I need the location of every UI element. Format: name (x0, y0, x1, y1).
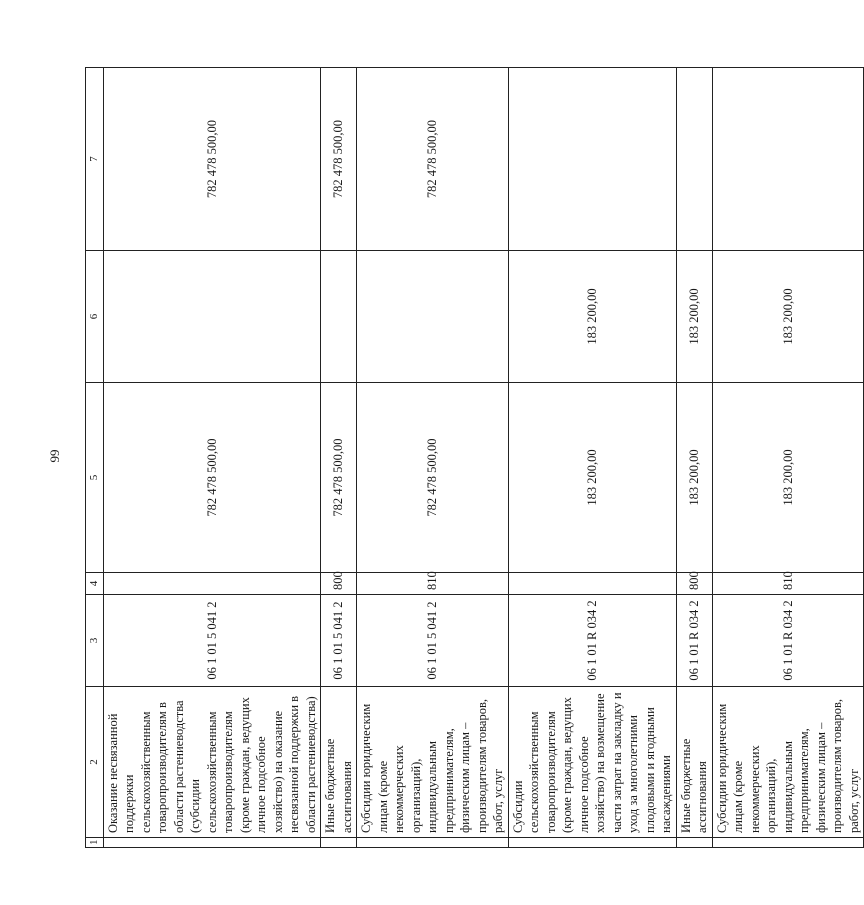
row-name: Субсидии сельскохозяйственным товаропроизводителям (кроме граждан, ведущих личное подсобное хозяйство) на возмещение части затрат на закладку и уход за многолетними плодовыми и ягодными насаждениями (508, 687, 676, 838)
row-name: Субсидии юридическим лицам (кроме некоммерческих организаций), индивидуальным предпринимателям, физическим лицам – производителям товаров, работ, услуг (357, 687, 509, 838)
row-name: Иные бюджетные ассигнования (676, 687, 712, 838)
column-number: 1 (86, 838, 104, 848)
row-name: Оказание несвязанной поддержки сельскохозяйственным товаропроизводителям в области растениеводства (субсидии сельскохозяйственным товаропроизводителям (кроме граждан, ведущих личное подсобное хозяйство) на оказание несвязанной поддержки в области растениеводства) (103, 687, 321, 838)
amount-regional: 782 478 500,00 (321, 68, 357, 251)
budget-table (85, 67, 864, 848)
classification-code: 06 1 01 5 041 2 (103, 595, 321, 687)
column-number: 7 (86, 68, 104, 251)
column-number-row (86, 68, 104, 848)
budget-table-frame (85, 68, 861, 848)
column-number: 3 (86, 595, 104, 687)
table-row (357, 68, 509, 848)
amount-federal (321, 251, 357, 383)
classification-code: 06 1 01 5 041 2 (357, 595, 509, 687)
expense-type-code (103, 573, 321, 595)
budget-table-sheet (85, 68, 861, 848)
table-row (712, 68, 864, 848)
table-row (508, 68, 676, 848)
classification-code: 06 1 01 R 034 2 (676, 595, 712, 687)
column-number: 2 (86, 687, 104, 838)
index-cell (321, 838, 357, 848)
index-cell (103, 838, 321, 848)
expense-type-code: 810 (357, 573, 509, 595)
row-name: Субсидии юридическим лицам (кроме некоммерческих организаций), индивидуальным предпринимателям, физическим лицам – производителям товаров, работ, услуг (712, 687, 864, 838)
column-number: 4 (86, 573, 104, 595)
expense-type-code (508, 573, 676, 595)
classification-code: 06 1 01 5 041 2 (321, 595, 357, 687)
amount-federal (357, 251, 509, 383)
table-row (676, 68, 712, 848)
classification-code: 06 1 01 R 034 2 (508, 595, 676, 687)
expense-type-code: 800 (676, 573, 712, 595)
page-number: 99 (47, 449, 62, 463)
amount-total: 782 478 500,00 (357, 383, 509, 573)
amount-regional (676, 68, 712, 251)
amount-federal (103, 251, 321, 383)
amount-total: 183 200,00 (676, 383, 712, 573)
amount-regional: 782 478 500,00 (103, 68, 321, 251)
column-number: 6 (86, 251, 104, 383)
amount-regional (508, 68, 676, 251)
amount-total: 782 478 500,00 (103, 383, 321, 573)
classification-code: 06 1 01 R 034 2 (712, 595, 864, 687)
amount-regional: 782 478 500,00 (357, 68, 509, 251)
expense-type-code: 800 (321, 573, 357, 595)
amount-regional (712, 68, 864, 251)
index-cell (712, 838, 864, 848)
index-cell (676, 838, 712, 848)
index-cell (508, 838, 676, 848)
table-row (103, 68, 321, 848)
amount-federal: 183 200,00 (508, 251, 676, 383)
expense-type-code: 810 (712, 573, 864, 595)
column-number: 5 (86, 383, 104, 573)
amount-federal: 183 200,00 (676, 251, 712, 383)
index-cell (357, 838, 509, 848)
amount-total: 782 478 500,00 (321, 383, 357, 573)
amount-total: 183 200,00 (508, 383, 676, 573)
table-row (321, 68, 357, 848)
amount-total: 183 200,00 (712, 383, 864, 573)
amount-federal: 183 200,00 (712, 251, 864, 383)
row-name: Иные бюджетные ассигнования (321, 687, 357, 838)
